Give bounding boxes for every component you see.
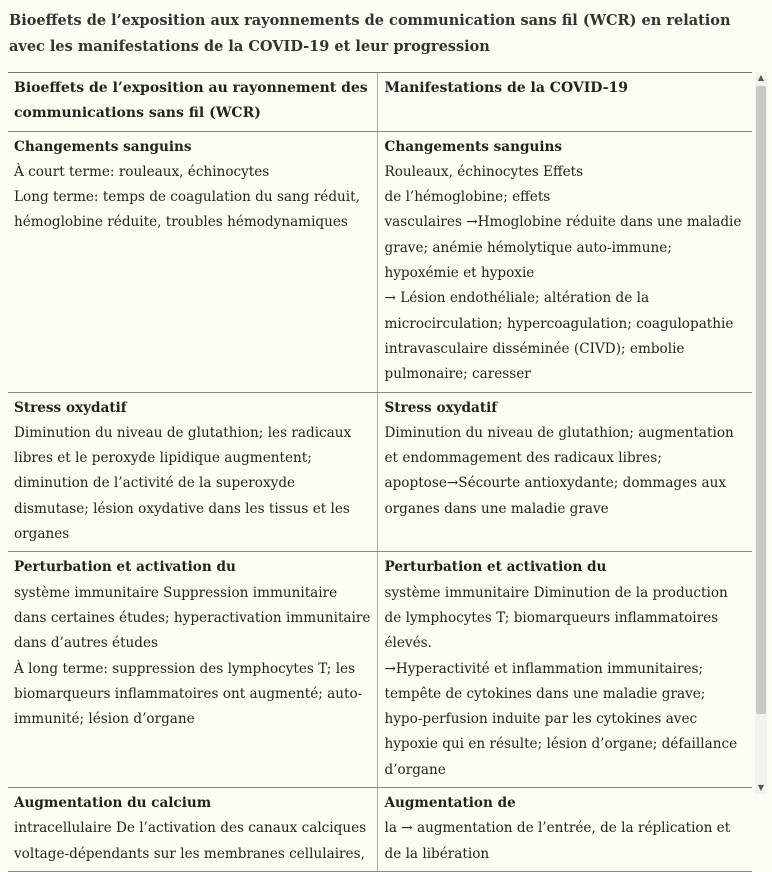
cell-wcr — [8, 788, 377, 872]
vertical-scrollbar[interactable] — [755, 72, 767, 794]
cell-text: intracellulaire De l’activation des canaux calciques voltage-dépendants sur les membranes cellulaires, — [14, 820, 367, 862]
table-row-oxidative-stress — [8, 392, 752, 552]
cell-heading: Stress oxydatif — [14, 399, 127, 416]
cell-text: système immunitaire Diminution de la production de lymphocytes T; biomarqueurs inflammatoires élevés. — [384, 584, 728, 652]
cell-heading: Augmentation du calcium — [14, 795, 212, 812]
cell-covid — [377, 392, 752, 552]
table-header-row — [8, 73, 752, 131]
cell-text: de l’hémoglobine; effets — [384, 189, 551, 206]
cell-covid — [377, 552, 752, 788]
cell-heading: Changements sanguins — [384, 138, 563, 155]
cell-text: → Lésion endothéliale; altération de la microcirculation; hypercoagulation; coagulopathie intravasculaire disséminée (CIVD); embolie pulmonaire; caresser — [384, 290, 734, 383]
cell-covid — [377, 788, 752, 872]
cell-wcr — [8, 552, 377, 788]
cell-heading: Perturbation et activation du — [384, 559, 607, 576]
scroll-up-arrow-icon[interactable]: ▲ — [757, 73, 765, 82]
cell-text: la → augmentation de l’entrée, de la réplication et de la libération — [384, 820, 731, 862]
cell-text: →Hyperactivité et inflammation immunitaires; tempête de cytokines dans une maladie grave; hypo-perfusion induite par les cytokines avec hypoxie qui en résulte; lésion d’organe; défaillance d’organe — [384, 660, 738, 778]
cell-text: système immunitaire Suppression immunitaire dans certaines études; hyperactivation immunitaire dans d’autres études — [14, 584, 371, 652]
document-title: Bioeffets de l’exposition aux rayonnements de communication sans fil (WCR) en relation avec les manifestations de la COVID-19 et leur progression — [9, 12, 731, 55]
cell-wcr — [8, 392, 377, 552]
cell-text: apoptose→Sécourte antioxydante; dommages aux organes dans une maladie grave — [384, 475, 726, 517]
header-covid-manifestations: Manifestations de la COVID-19 — [377, 73, 752, 131]
cell-heading: Perturbation et activation du — [14, 559, 236, 576]
cell-text: Long terme: temps de coagulation du sang réduit, hémoglobine réduite, troubles hémodynamiques — [14, 189, 360, 231]
cell-text: vasculaires →Hmoglobine réduite dans une maladie grave; anémie hémolytique auto-immune; hypoxémie et hypoxie — [384, 214, 742, 282]
table-row-immune-disruption — [8, 552, 752, 788]
cell-text: Diminution du niveau de glutathion; les radicaux libres et le peroxyde lipidique augmentent; diminution de l’activité de la superoxyde dismutase; lésion oxydative dans les tissus et les organes — [14, 424, 352, 543]
table-row-blood-changes — [8, 131, 752, 392]
table-row-calcium — [8, 788, 752, 872]
header-wcr-bioeffects: Bioeffets de l’exposition au rayonnement des communications sans fil (WCR) — [8, 73, 377, 131]
scroll-thumb[interactable] — [756, 86, 766, 714]
cell-covid — [377, 131, 752, 392]
cell-text: Rouleaux, échinocytes Effets — [384, 163, 584, 180]
comparison-table — [8, 73, 752, 872]
cell-heading: Changements sanguins — [14, 138, 192, 155]
cell-wcr — [8, 131, 377, 392]
table-container — [8, 72, 752, 862]
cell-heading: Stress oxydatif — [384, 399, 498, 416]
cell-text: À long terme: suppression des lymphocytes T; les biomarqueurs inflammatoires ont augmenté; auto-immunité; lésion d’organe — [14, 660, 363, 728]
scroll-down-arrow-icon[interactable]: ▼ — [757, 783, 765, 792]
cell-heading: Augmentation de — [384, 795, 516, 812]
cell-text: À court terme: rouleaux, échinocytes — [14, 163, 270, 180]
cell-text: Diminution du niveau de glutathion; augmentation et endommagement des radicaux libres; — [384, 424, 734, 467]
